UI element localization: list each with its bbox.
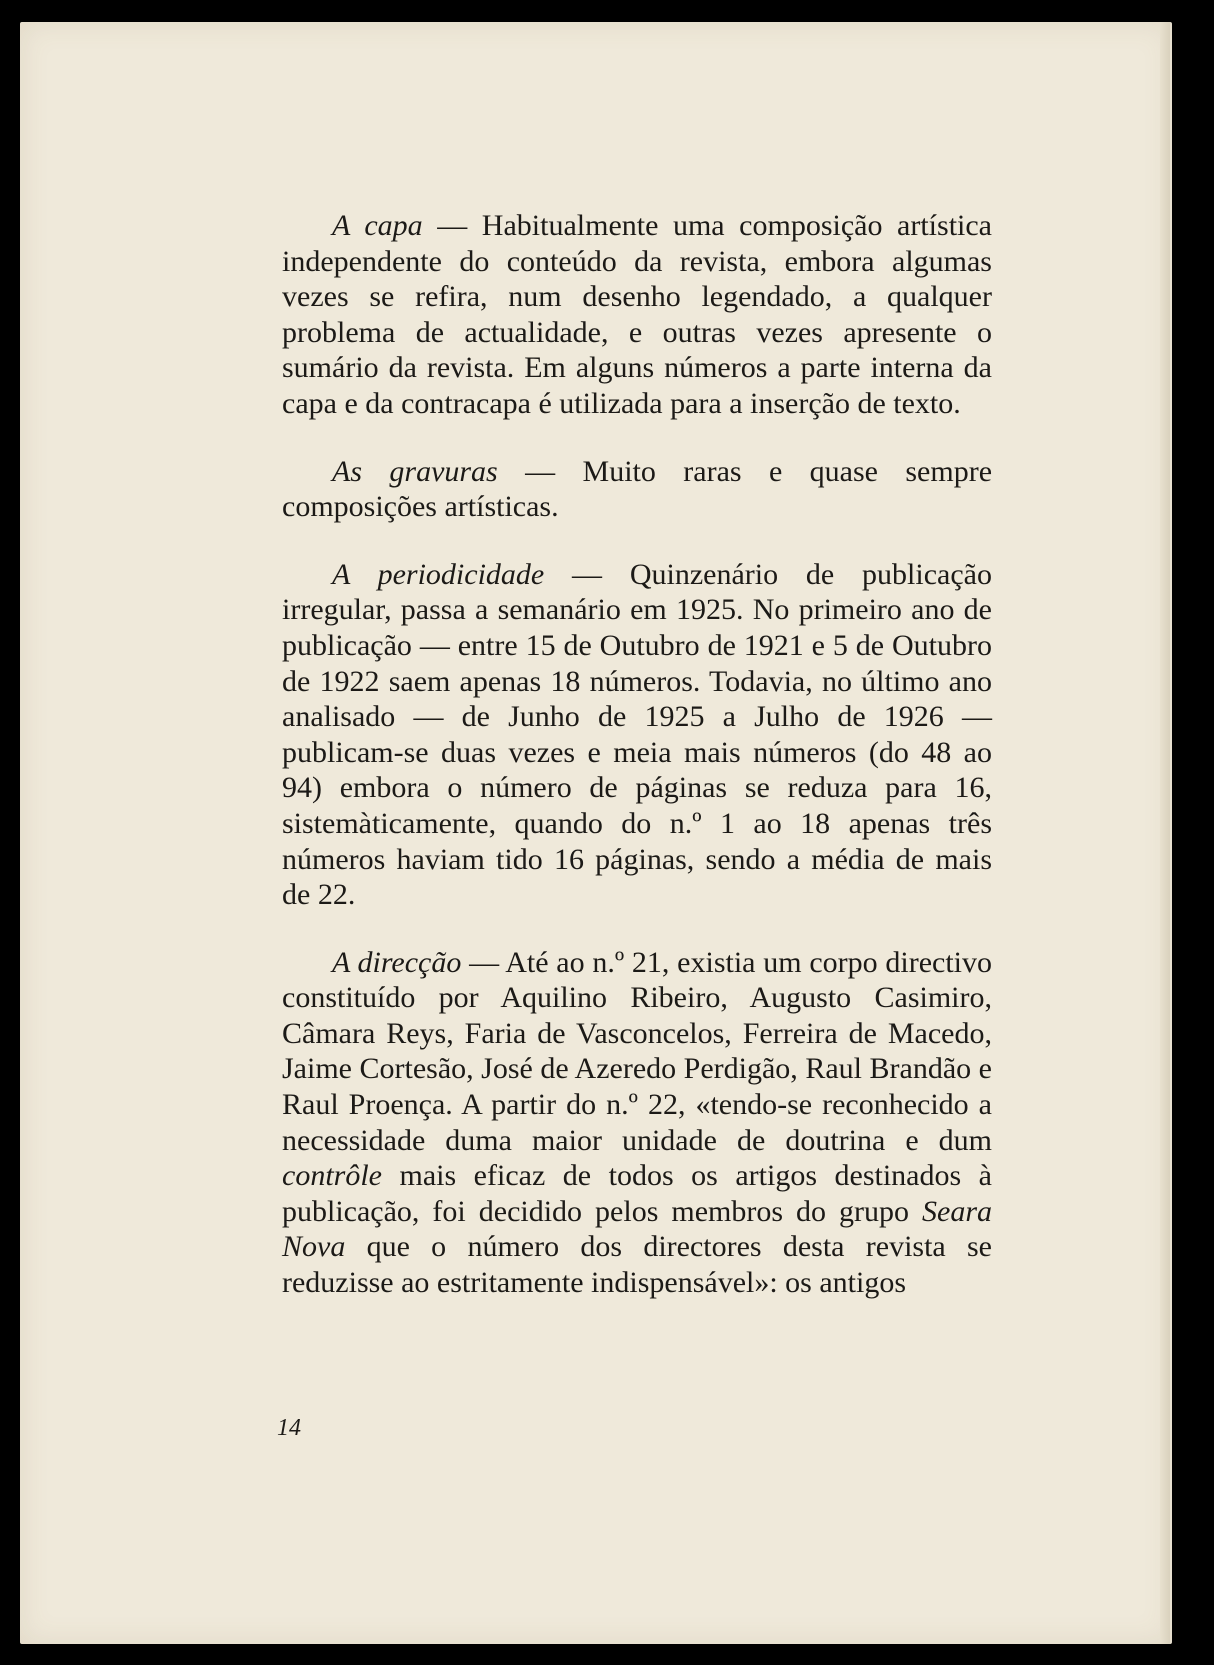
paragraph-lead: A periodicidade xyxy=(332,557,545,591)
emphasis-text: Seara Nova xyxy=(282,1194,992,1264)
paragraph-direccao xyxy=(282,945,992,1301)
paragraph-text: — Até ao n.º 21, existia um corpo directivo constituído por Aquilino Ribeiro, Augusto Casimiro, Câmara Reys, Faria de Vasconcelos, Ferreira de Macedo, Jaime Cortesão, José de Azeredo Perdigão, Raul Brandão e Raul Proença. A partir do n.º 22, «tendo-se reconhecido a necessidade duma maior unidade de doutrina e dum xyxy=(282,945,992,1157)
paragraph-text: — Muito raras e quase sempre composições artísticas. xyxy=(282,454,993,524)
paragraph-periodicidade xyxy=(282,557,992,913)
paragraph-text: mais eficaz de todos os artigos destinados à publicação, foi decidido pelos membros do grupo xyxy=(282,1159,992,1228)
paragraph-capa xyxy=(282,208,992,422)
emphasis-text: contrôle xyxy=(282,1159,382,1193)
paragraph-text: que o número dos directores desta revista se reduzisse ao estritamente indispensável»: os antigos xyxy=(282,1230,992,1300)
paragraph-gravuras xyxy=(282,454,992,525)
paragraph-text: — Quinzenário de publicação irregular, passa a semanário em 1925. No primeiro ano de publicação — entre 15 de Outubro de 1921 e 5 de Outubro de 1922 saem apenas 18 números. Todavia, no último ano analisado — de Junho de 1925 a Julho de 1926 — publicam-se duas vezes e meia mais números (do 48 ao 94) embora o número de páginas se reduza para 16, sistemàticamente, quando do n.º 1 ao 18 apenas três números haviam tido 16 páginas, sendo a média de mais de 22. xyxy=(282,557,992,912)
paragraph-lead: As gravuras xyxy=(332,454,498,488)
paragraph-lead: A capa xyxy=(332,209,423,242)
paragraph-lead: A direcção xyxy=(332,945,462,979)
paragraph-text: — Habitualmente uma composição artística independente do conteúdo da revista, embora algumas vezes se refira, num desenho legendado, a qualquer problema de actualidade, e outras vezes apresente o sumário da revista. Em alguns números a parte interna da capa e da contracapa é utilizada para a inserção de texto. xyxy=(282,209,992,420)
body-text xyxy=(282,208,992,1301)
page-edge xyxy=(1160,22,1170,1644)
page-number: 14 xyxy=(277,1415,301,1441)
